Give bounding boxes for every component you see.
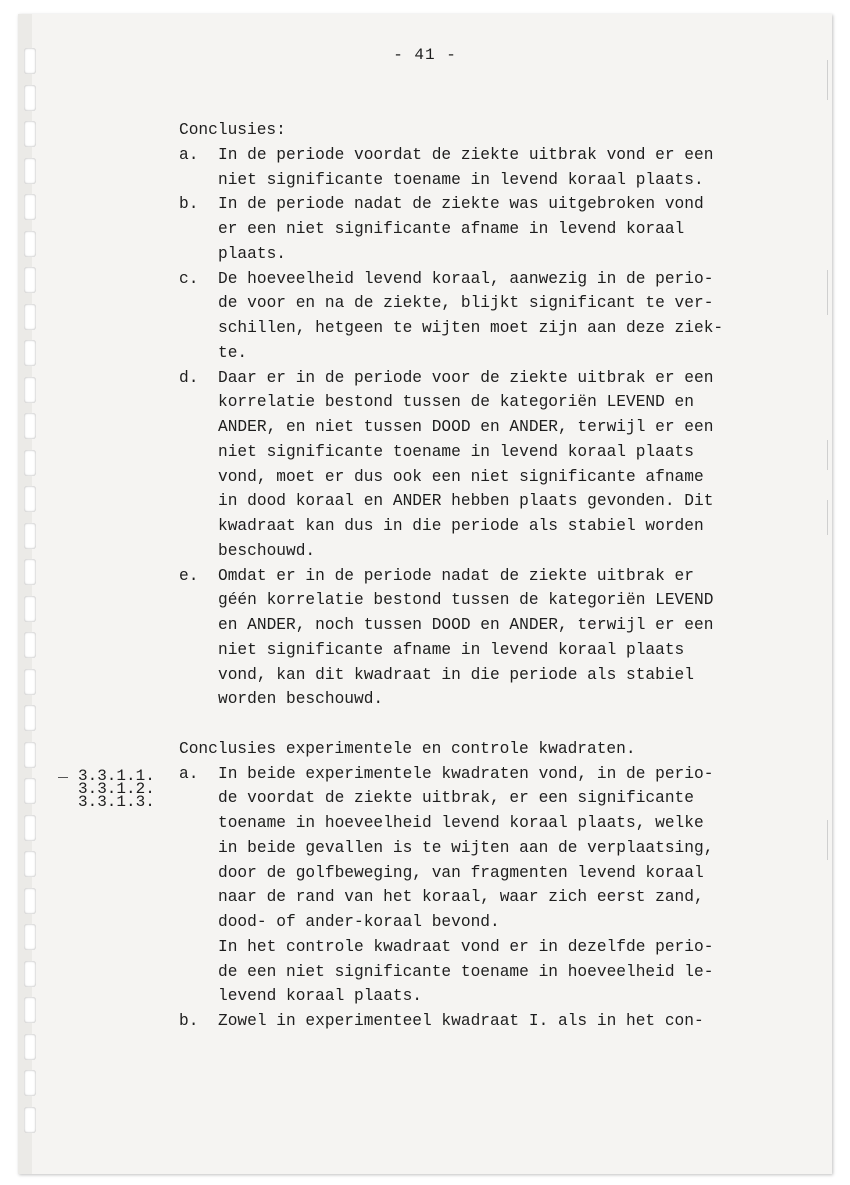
binding-hole <box>24 194 36 220</box>
binding-hole <box>24 961 36 987</box>
text-line: vond, moet er dus ook een niet significante afname <box>218 467 704 486</box>
text-line: Daar er in de periode voor de ziekte uitbrak er een <box>218 368 714 387</box>
list-marker: d. <box>179 368 199 387</box>
bleed-mark <box>827 500 828 535</box>
binding-hole <box>24 596 36 622</box>
binding-hole <box>24 888 36 914</box>
binding-hole <box>24 523 36 549</box>
margin-tick <box>58 777 68 778</box>
binding-hole <box>24 815 36 841</box>
text-line: In de periode voordat de ziekte uitbrak vond er een <box>218 145 714 164</box>
text-line: toename in hoeveelheid levend koraal plaats, welke <box>218 814 704 832</box>
text-line: Conclusies experimentele en controle kwadraten. <box>179 739 636 758</box>
section-number: 3.3.1.1. <box>78 767 155 785</box>
section-number: 3.3.1.3. <box>78 793 155 811</box>
binding-hole <box>24 669 36 695</box>
binding-hole <box>24 158 36 184</box>
text-line: er een niet significante afname in levend koraal <box>218 220 685 238</box>
text-line: Conclusies: <box>179 121 286 139</box>
text-line: niet significante afname in levend koraal plaats <box>218 640 685 659</box>
text-line: niet significante toename in levend koraal plaats <box>218 442 694 461</box>
binding-hole <box>24 450 36 476</box>
binding-hole <box>24 85 36 111</box>
text-line: kwadraat kan dus in die periode als stabiel worden <box>218 517 704 535</box>
text-line: De hoeveelheid levend koraal, aanwezig in de perio- <box>218 269 714 288</box>
text-line: de voor en na de ziekte, blijkt significant te ver- <box>218 294 714 313</box>
text-line: door de golfbeweging, van fragmenten levend koraal <box>218 863 704 882</box>
text-line: te. <box>218 343 248 362</box>
text-line: naar de rand van het koraal, waar zich eerst zand, <box>218 888 704 907</box>
binding-hole <box>24 486 36 512</box>
binding-hole <box>24 304 36 330</box>
section-number: 3.3.1.2. <box>78 780 155 798</box>
binding-hole <box>24 413 36 439</box>
text-line: de voordat de ziekte uitbrak, er een significante <box>218 789 694 808</box>
list-marker: b. <box>179 195 199 214</box>
list-marker: a. <box>179 764 199 783</box>
page-number: - 41 - <box>393 46 457 64</box>
text-line: in beide gevallen is te wijten aan de verplaatsing, <box>218 838 714 857</box>
binding-hole <box>24 1107 36 1133</box>
text-line: beschouwd. <box>218 541 316 560</box>
text-line: niet significante toename in levend koraal plaats. <box>218 170 704 189</box>
bleed-mark <box>827 820 828 860</box>
bleed-mark <box>827 440 828 470</box>
list-marker: c. <box>179 269 199 288</box>
text-line: schillen, hetgeen te wijten moet zijn aan deze ziek- <box>218 319 724 337</box>
text-line: levend koraal plaats. <box>218 987 422 1006</box>
binding-hole <box>24 121 36 147</box>
text-line: plaats. <box>218 244 286 263</box>
binding-hole <box>24 632 36 658</box>
binding-hole <box>24 778 36 804</box>
list-marker: e. <box>179 566 199 585</box>
text-line: géén korrelatie bestond tussen de kategoriën LEVEND <box>218 591 714 610</box>
text-line: In de periode nadat de ziekte was uitgebroken vond <box>218 195 704 214</box>
binding-hole <box>24 377 36 403</box>
text-line: vond, kan dit kwadraat in die periode als stabiel <box>218 665 694 684</box>
text-line: de een niet significante toename in hoeveelheid le- <box>218 962 714 981</box>
list-marker: a. <box>179 145 199 164</box>
list-marker: b. <box>179 1012 199 1030</box>
bleed-mark <box>827 60 828 100</box>
text-line: korrelatie bestond tussen de kategoriën LEVEND en <box>218 393 694 412</box>
text-line: in dood koraal en ANDER hebben plaats gevonden. Dit <box>218 492 714 511</box>
binding-hole <box>24 1034 36 1060</box>
text-line: In het controle kwadraat vond er in dezelfde perio- <box>218 937 714 956</box>
text-line: ANDER, en niet tussen DOOD en ANDER, terwijl er een <box>218 418 714 436</box>
text-line: Zowel in experimenteel kwadraat I. als in het con- <box>218 1012 704 1030</box>
binding-hole <box>24 742 36 768</box>
binding-hole <box>24 997 36 1023</box>
binding-hole <box>24 1070 36 1096</box>
binding-hole <box>24 267 36 293</box>
text-line: en ANDER, noch tussen DOOD en ANDER, terwijl er een <box>218 616 714 634</box>
binding-hole <box>24 340 36 366</box>
binding-hole <box>24 559 36 585</box>
text-line: In beide experimentele kwadraten vond, in de perio- <box>218 764 714 783</box>
binding-hole <box>24 231 36 257</box>
text-line: Omdat er in de periode nadat de ziekte uitbrak er <box>218 566 694 585</box>
text-line: dood- of ander-koraal bevond. <box>218 913 500 931</box>
binding-hole <box>24 705 36 731</box>
text-line: worden beschouwd. <box>218 690 384 709</box>
bleed-mark <box>827 270 828 315</box>
binding-hole <box>24 924 36 950</box>
binding-hole <box>24 851 36 877</box>
